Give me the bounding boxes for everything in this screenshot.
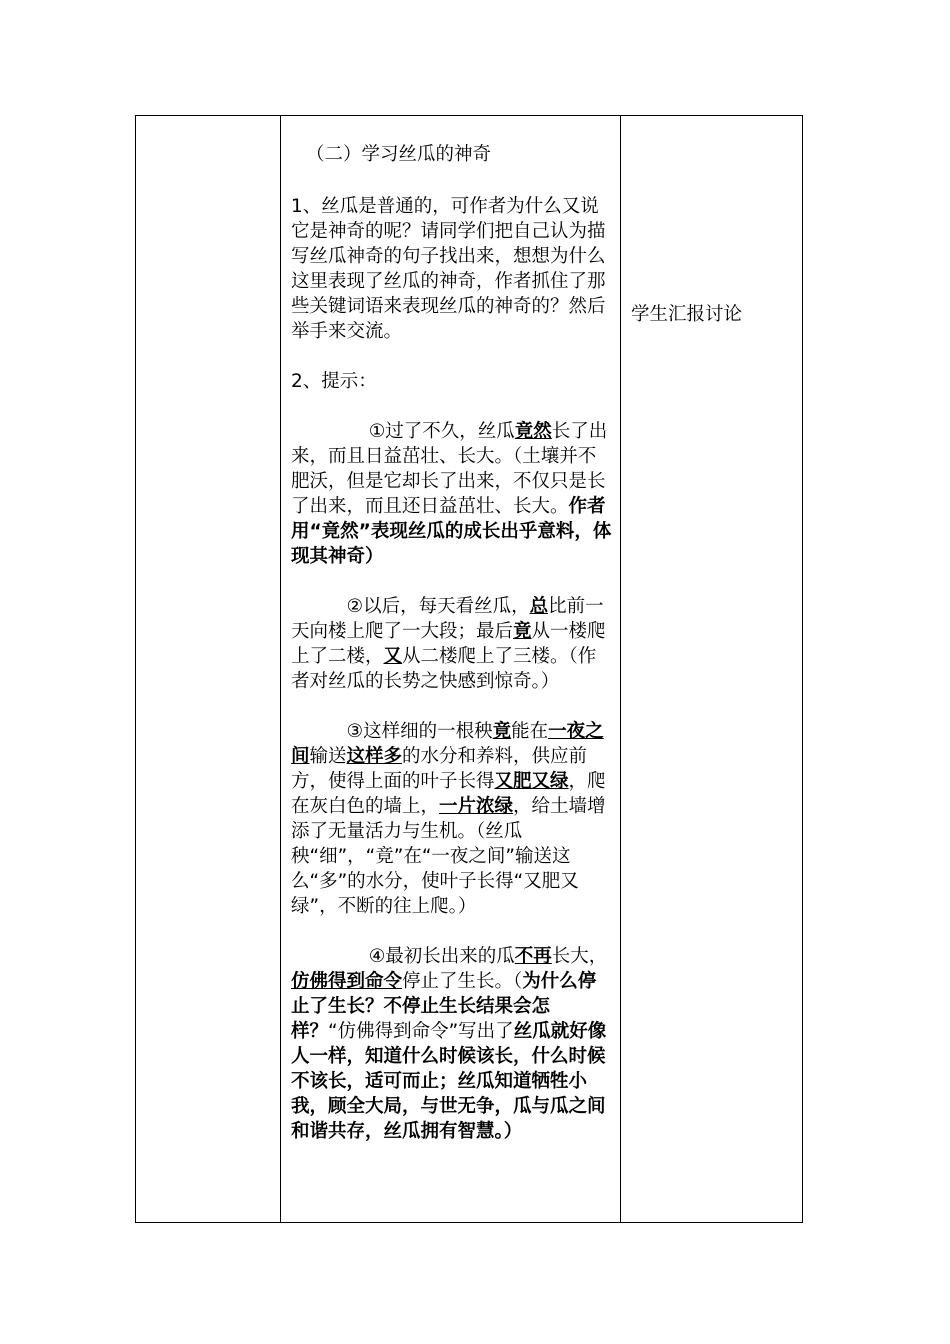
keyword: 又肥又绿 [494, 771, 569, 792]
hint-text: 停止了生长。（ [402, 971, 523, 992]
keyword: 一片浓绿 [439, 796, 514, 817]
bold-comment: 为什么停止了生长？不停止生长结果会怎样？ [291, 971, 597, 1042]
hint-2 [291, 594, 612, 694]
activity-label: 学生汇报讨论 [631, 304, 743, 325]
hint-text: “仿佛得到命令”写出了 [328, 1021, 514, 1042]
hint-text: 从二楼爬上了三楼。（作者对丝瓜的长势之快感到惊奇。） [291, 646, 597, 692]
hint-text: 从一楼爬上了二楼， [291, 621, 606, 667]
hint-text: ，给土墙增添了无量活力与生机。（丝瓜秧“细”，“竟”在“一夜之间”输送这么“多”的水分，使叶子长得“又肥又绿”，不断的往上爬。） [291, 796, 606, 917]
hint-text: ③这样细的一根秧 [346, 721, 493, 742]
hint-text: 比前一天向楼上爬了一大段；最后 [291, 596, 604, 642]
bold-comment: 丝瓜就好像人一样，知道什么时候该长，什么时候不该长，适可而止；丝瓜知道牺牲小我，顾全大局，与世无争，瓜与瓜之间和谐共存，丝瓜拥有智慧。） [291, 1021, 607, 1142]
hint-1 [291, 419, 612, 569]
keyword: 一夜之间 [291, 721, 604, 767]
table-row [136, 116, 803, 1223]
keyword: 总 [529, 596, 549, 617]
hint-text: 长了出来，而且日益茁壮、长大。（土壤并不肥沃，但是它却长了出来，不仅只是长了出来，而且还日益茁壮、长大。 [291, 421, 608, 517]
hint-text: ④最初长出来的瓜 [368, 946, 515, 967]
hint-text: ①过了不久，丝瓜 [368, 421, 515, 442]
lesson-table [135, 115, 803, 1223]
section-title: （二）学习丝瓜的神奇 [306, 144, 492, 165]
activity-cell [621, 116, 803, 1223]
keyword: 竟 [513, 621, 532, 642]
hint-text: ②以后，每天看丝瓜， [346, 596, 530, 617]
empty-cell [136, 116, 281, 1223]
keyword: 不再 [514, 946, 552, 967]
hint-text: ，爬在灰白色的墙上， [291, 771, 606, 817]
hint-4 [291, 944, 612, 1144]
keyword: 竟 [492, 721, 512, 742]
keyword: 仿佛得到命令 [291, 971, 403, 992]
hint-text: 的水分和养料，供应前方，使得上面的叶子长得 [291, 746, 588, 792]
content-cell [281, 116, 621, 1223]
keyword: 这样多 [346, 746, 403, 767]
bold-comment: 作者用“竟然”表现丝瓜的成长出乎意料，体现其神奇） [291, 496, 612, 567]
hint-3 [291, 719, 612, 919]
hint-text: 能在 [511, 721, 549, 742]
hint-text: 长大， [551, 946, 608, 967]
question-text: 1、丝瓜是普通的，可作者为什么又说它是神奇的呢？请同学们把自己认为描写丝瓜神奇的句子找出来，想想为什么这里表现了丝瓜的神奇，作者抓住了那些关键词语来表现丝瓜的神奇的？然后举手来交流。 [291, 196, 606, 342]
keyword: 竟然 [514, 421, 552, 442]
hint-text: 输送 [309, 746, 347, 767]
hint-label: 2、提示： [291, 371, 377, 392]
keyword: 又 [383, 646, 403, 667]
